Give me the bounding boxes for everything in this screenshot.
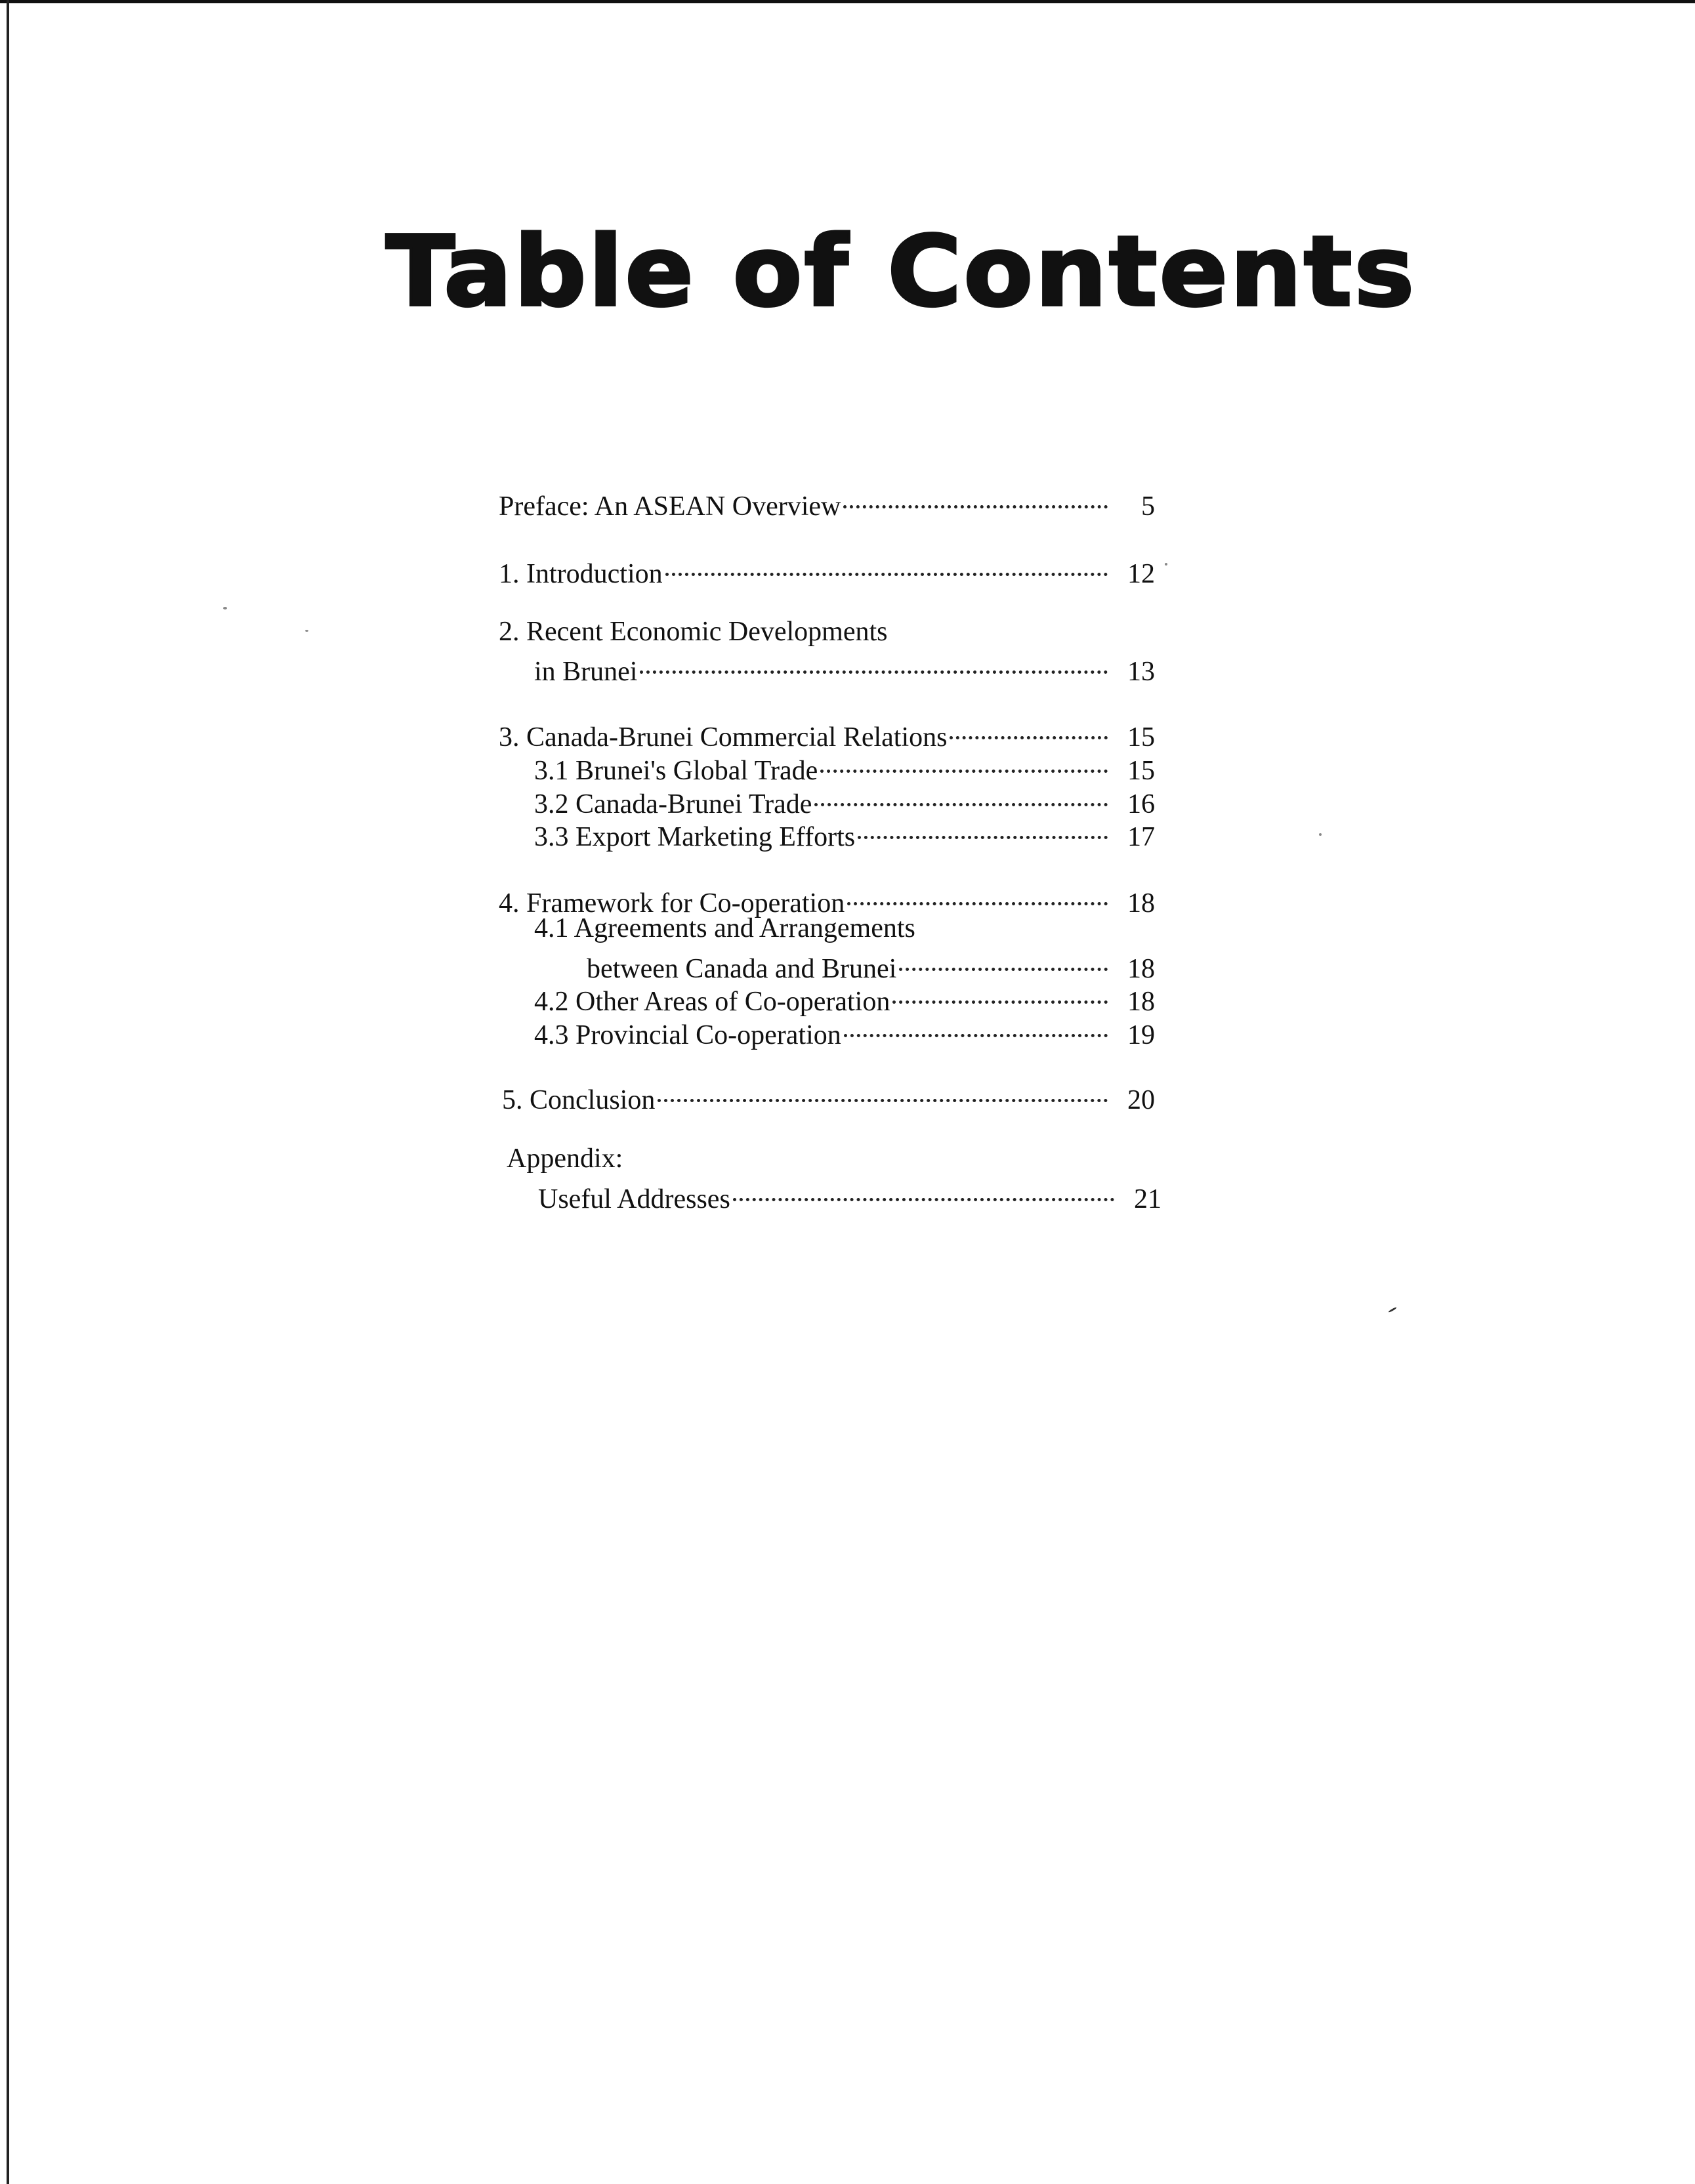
toc-entry-framework[interactable] <box>499 879 1155 918</box>
dot-leader <box>899 945 1108 978</box>
toc-page-number: 13 <box>1127 657 1155 687</box>
toc-page-number: 18 <box>1127 888 1155 918</box>
toc-entry-label: 4.2 Other Areas of Co-operation <box>534 987 890 1017</box>
toc-page-number: 18 <box>1127 987 1155 1017</box>
toc-entry-economic-developments[interactable] <box>534 648 1155 687</box>
dot-leader <box>847 879 1108 912</box>
page-left-edge <box>7 0 9 2184</box>
page-top-edge <box>0 0 1695 3</box>
toc-entry-useful-addresses[interactable] <box>538 1175 1161 1214</box>
toc-entry-label: in Brunei <box>534 657 638 687</box>
toc-entry-agreements-line1[interactable]: 4.1 Agreements and Arrangements <box>534 913 915 943</box>
toc-entry-other-areas[interactable] <box>534 978 1155 1017</box>
toc-page-number: 19 <box>1127 1020 1155 1050</box>
toc-page-number: 17 <box>1127 822 1155 852</box>
toc-page-number: 18 <box>1127 954 1155 984</box>
scan-speck <box>1165 563 1167 566</box>
toc-entry-label: between Canada and Brunei <box>587 954 897 984</box>
dot-leader <box>733 1175 1114 1208</box>
toc-page-number: 21 <box>1134 1184 1161 1214</box>
toc-entry-global-trade[interactable] <box>534 747 1155 786</box>
toc-entry-label: 3.3 Export Marketing Efforts <box>534 822 856 852</box>
dot-leader <box>814 780 1108 813</box>
dot-leader <box>843 482 1108 515</box>
toc-entry-label: 5. Conclusion <box>502 1085 656 1115</box>
toc-entry-label: 3. Canada-Brunei Commercial Relations <box>499 722 948 752</box>
toc-entry-label: 3.2 Canada-Brunei Trade <box>534 789 812 819</box>
toc-entry-label: 3.1 Brunei's Global Trade <box>534 756 818 786</box>
toc-entry-appendix-line1[interactable]: Appendix: <box>507 1144 623 1174</box>
scan-speck <box>223 607 227 609</box>
toc-entry-preface[interactable] <box>499 482 1155 522</box>
dot-leader <box>844 1011 1108 1044</box>
dot-leader <box>858 813 1108 846</box>
dot-leader <box>820 747 1108 779</box>
toc-page-number: 15 <box>1127 756 1155 786</box>
dot-leader <box>640 648 1108 680</box>
toc-entry-provincial[interactable] <box>534 1011 1155 1050</box>
page-title: Table of Contents <box>386 215 1417 328</box>
dot-leader <box>665 550 1108 583</box>
toc-entry-label: 4.3 Provincial Co-operation <box>534 1020 841 1050</box>
toc-entry-agreements[interactable] <box>587 945 1155 984</box>
toc-entry-introduction[interactable] <box>499 550 1155 589</box>
toc-entry-conclusion[interactable] <box>502 1076 1155 1115</box>
toc-entry-label: Useful Addresses <box>538 1184 730 1214</box>
toc-entry-label: 4. Framework for Co-operation <box>499 888 845 918</box>
scan-speck <box>1388 1307 1397 1313</box>
toc-entry-label: 1. Introduction <box>499 559 663 589</box>
toc-page-number: 12 <box>1127 559 1155 589</box>
dot-leader <box>658 1076 1108 1109</box>
toc-page-number: 16 <box>1127 789 1155 819</box>
toc-page-number: 15 <box>1127 722 1155 752</box>
toc-entry-economic-developments-line1[interactable]: 2. Recent Economic Developments <box>499 617 888 647</box>
dot-leader <box>892 978 1108 1010</box>
toc-entry-commercial-relations[interactable] <box>499 713 1155 752</box>
toc-entry-label: Preface: An ASEAN Overview <box>499 491 841 522</box>
scan-speck <box>1319 833 1322 836</box>
toc-page-number: 5 <box>1141 491 1155 522</box>
toc-page-number: 20 <box>1127 1085 1155 1115</box>
toc-entry-export-marketing[interactable] <box>534 813 1155 852</box>
scan-speck <box>305 630 308 632</box>
dot-leader <box>950 713 1108 746</box>
toc-entry-canada-brunei-trade[interactable] <box>534 780 1155 819</box>
